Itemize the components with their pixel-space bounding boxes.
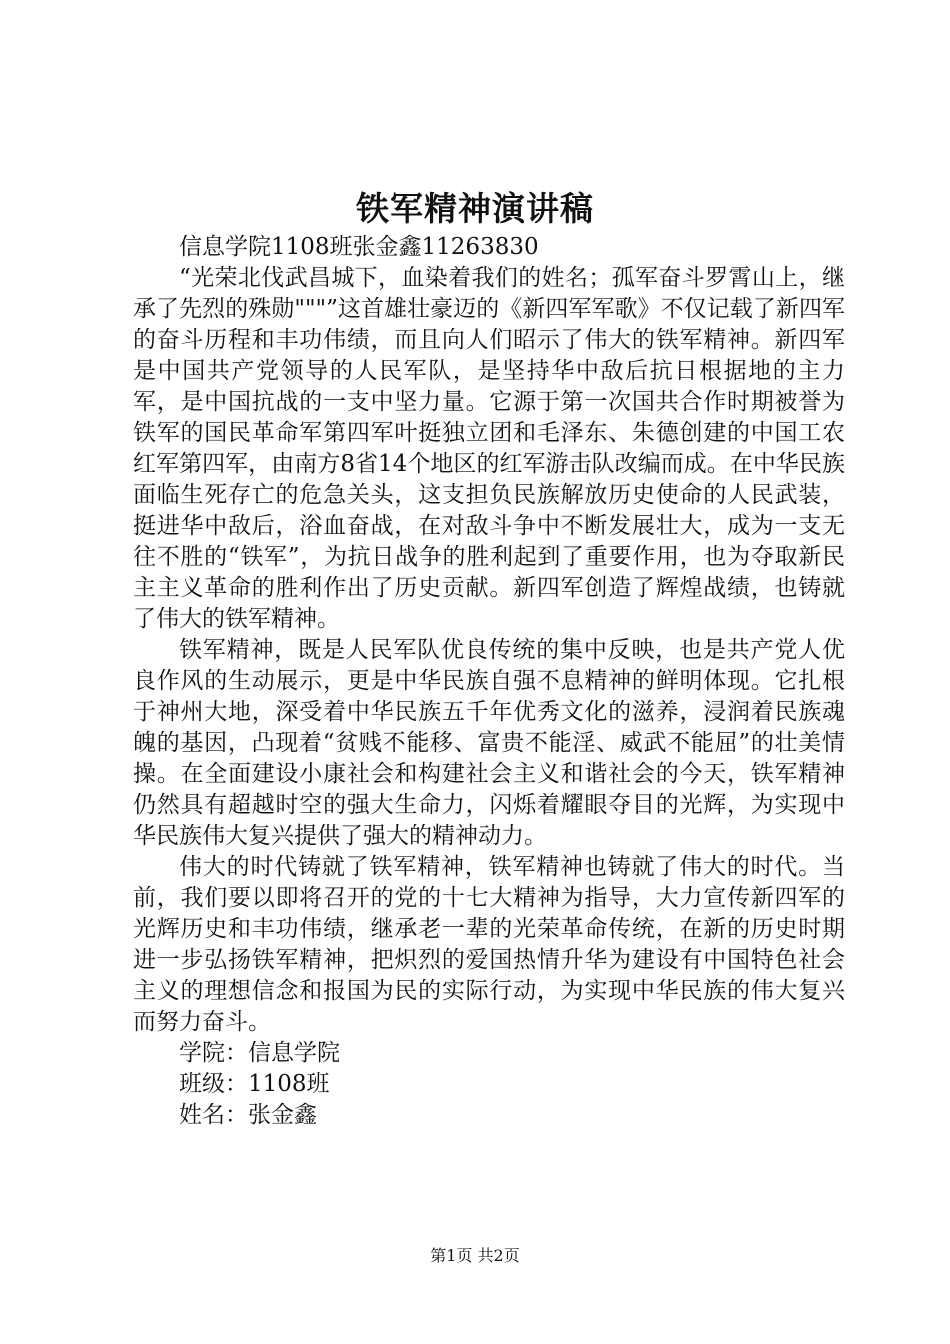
paragraph-3: 伟大的时代铸就了铁军精神，铁军精神也铸就了伟大的时代。当前，我们要以即将召开的党的十七大精神为指导，大力宣传新四军的光辉历史和丰功伟绩，继承老一辈的光荣革命传统，在新的历史时期进一步弘扬铁军精神，把炽烈的爱国热情升华为建设有中国特色社会主义的理想信念和报国为民的实际行动，为实现中华民族的伟大复兴而努力奋斗。 [133, 854, 845, 1035]
page-indicator: 第1页 共2页 [430, 1246, 520, 1265]
signature-name: 姓名：张金鑫 [179, 1102, 317, 1128]
byline: 信息学院1108班张金鑫11263830 [179, 234, 539, 260]
paragraph-1: “光荣北伐武昌城下，血染着我们的姓名；孤军奋斗罗霄山上，继承了先烈的殊勋"""”这首雄壮豪迈的《新四军军歌》不仅记载了新四军的奋斗历程和丰功伟绩，而且向人们昭示了伟大的铁军精神。新四军是中国共产党领导的人民军队，是坚持华中敌后抗日根据地的主力军，是中国抗战的一支中坚力量。它源于第一次国共合作时期被誉为铁军的国民革命军第四军叶挺独立团和毛泽东、朱德创建的中国工农红军第四军，由南方8省14个地区的红军游击队改编而成。在中华民族面临生死存亡的危急关头，这支担负民族解放历史使命的人民武装，挺进华中敌后，浴血奋战，在对敌斗争中不断发展壮大，成为一支无往不胜的“铁军”，为抗日战争的胜利起到了重要作用，也为夺取新民主主义革命的胜利作出了历史贡献。新四军创造了辉煌战绩，也铸就了伟大的铁军精神。 [133, 265, 845, 632]
signature-college: 学院：信息学院 [179, 1040, 340, 1066]
document-title: 铁军精神演讲稿 [356, 189, 594, 228]
signature-class: 班级：1108班 [179, 1071, 330, 1097]
paragraph-2: 铁军精神，既是人民军队优良传统的集中反映，也是共产党人优良作风的生动展示，更是中华民族自强不息精神的鲜明体现。它扎根于神州大地，深受着中华民族五千年优秀文化的滋养，浸润着民族魂魄的基因，凸现着“贫贱不能移、富贵不能淫、威武不能屈”的壮美情操。在全面建设小康社会和构建社会主义和谐社会的今天，铁军精神仍然具有超越时空的强大生命力，闪烁着耀眼夺目的光辉，为实现中华民族伟大复兴提供了强大的精神动力。 [133, 637, 845, 849]
document-body [133, 232, 845, 1131]
